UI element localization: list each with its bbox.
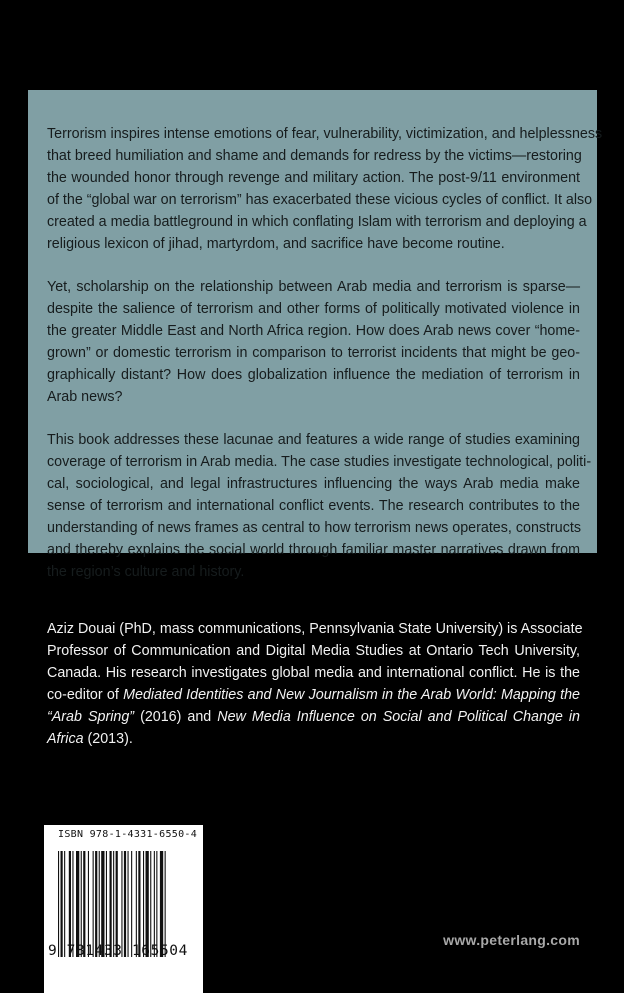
barcode-bar	[150, 851, 151, 957]
text-line: the greater Middle East and North Africa region. How does Arab news cover “home-	[47, 323, 580, 339]
text-line: of the “global war on terrorism” has exacerbated these vicious cycles of conflict. It also	[47, 192, 593, 208]
bio-line	[47, 706, 580, 728]
barcode-bar	[156, 851, 157, 957]
blurb-paragraph	[47, 276, 580, 408]
isbn-barcode	[44, 825, 203, 993]
barcode-bar	[124, 851, 126, 957]
text-segment: Aziz Douai (PhD, mass communications, Pennsylvania State University) is Associate	[47, 621, 583, 637]
barcode-bar	[113, 851, 114, 957]
barcode-bar	[93, 851, 94, 957]
blurb-text	[47, 123, 603, 604]
text-segment: Professor of Communication and Digital Media Studies at Ontario Tech University,	[47, 643, 580, 659]
barcode-bar	[88, 851, 89, 957]
book-title: Africa	[47, 731, 84, 747]
text-line: religious lexicon of jihad, martyrdom, and sacrifice have become routine.	[47, 236, 505, 252]
text-line: sense of terrorism and international conflict events. The research contributes to the	[47, 498, 580, 514]
barcode-bar	[116, 851, 118, 957]
text-segment: (2016) and	[134, 709, 218, 725]
book-title: New Media Influence on Social and Political Change in	[217, 709, 580, 725]
barcode-bar	[64, 851, 65, 957]
bio-line	[47, 728, 580, 750]
barcode-bar	[160, 851, 163, 957]
text-line: despite the salience of terrorism and other forms of politically motivated violence in	[47, 301, 580, 317]
barcode-bar	[72, 851, 73, 957]
blurb-paragraph	[47, 429, 592, 583]
text-segment: (2013).	[83, 731, 133, 747]
barcode-bar	[138, 851, 140, 957]
barcode-bar	[136, 851, 137, 957]
barcode-bar	[95, 851, 97, 957]
barcode-bar	[121, 851, 122, 957]
barcode-bar	[101, 851, 104, 957]
text-line: graphically distant? How does globalization influence the mediation of terrorism in	[47, 367, 580, 383]
text-line: that breed humiliation and shame and demands for redress by the victims—restoring	[47, 148, 582, 164]
isbn-digits: 9 781433 165504	[48, 943, 188, 959]
text-line: This book addresses these lacunae and features a wide range of studies examining	[47, 432, 580, 448]
barcode-bar	[131, 851, 132, 957]
text-line: Yet, scholarship on the relationship between Arab media and terrorism is sparse—	[47, 279, 580, 295]
barcode-bar	[154, 851, 155, 957]
barcode-bar	[146, 851, 149, 957]
barcode-bar	[81, 851, 82, 957]
text-line: cal, sociological, and legal infrastructures influencing the ways Arab media make	[47, 476, 580, 492]
bio-line	[47, 640, 580, 662]
barcode-bar	[69, 851, 71, 957]
bio-line	[47, 618, 583, 640]
barcode-bar	[76, 851, 79, 957]
text-line: the wounded honor through revenge and military action. The post-9/11 environment	[47, 170, 580, 186]
barcode-bar	[165, 851, 166, 957]
bio-line	[47, 662, 580, 684]
publisher-url[interactable]: www.peterlang.com	[443, 932, 580, 948]
text-line: understanding of news frames as central to how terrorism news operates, constructs	[47, 520, 581, 536]
barcode-bar	[128, 851, 129, 957]
barcode-bar	[110, 851, 112, 957]
book-title: Mediated Identities and New Journalism in the Arab World: Mapping the	[123, 687, 580, 703]
barcode-bar	[143, 851, 144, 957]
barcode-bar	[106, 851, 107, 957]
isbn-label: ISBN 978-1-4331-6550-4	[58, 829, 198, 840]
author-bio	[47, 618, 583, 750]
text-line: Arab news?	[47, 389, 123, 405]
text-line: the region’s culture and history.	[47, 564, 245, 580]
text-segment: Canada. His research investigates global media and international conflict. He is the	[47, 665, 580, 681]
barcode-bar	[83, 851, 85, 957]
bio-line	[47, 684, 580, 706]
text-line: grown” or domestic terrorism in comparison to terrorist incidents that might be geo-	[47, 345, 580, 361]
text-line: and thereby explains the social world through familiar master narratives drawn from	[47, 542, 580, 558]
barcode-bar	[58, 851, 59, 957]
barcode-bar	[61, 851, 63, 957]
blurb-paragraph	[47, 123, 603, 255]
book-title: “Arab Spring”	[47, 709, 135, 725]
text-line: created a media battleground in which conflating Islam with terrorism and deploying a	[47, 214, 587, 230]
text-segment: co-editor of	[47, 687, 124, 703]
text-line: coverage of terrorism in Arab media. The case studies investigate technological, politi-	[47, 454, 592, 470]
barcode-bar	[99, 851, 100, 957]
barcode-bars	[58, 851, 192, 957]
text-line: Terrorism inspires intense emotions of fear, vulnerability, victimization, and helplessness	[47, 126, 603, 142]
